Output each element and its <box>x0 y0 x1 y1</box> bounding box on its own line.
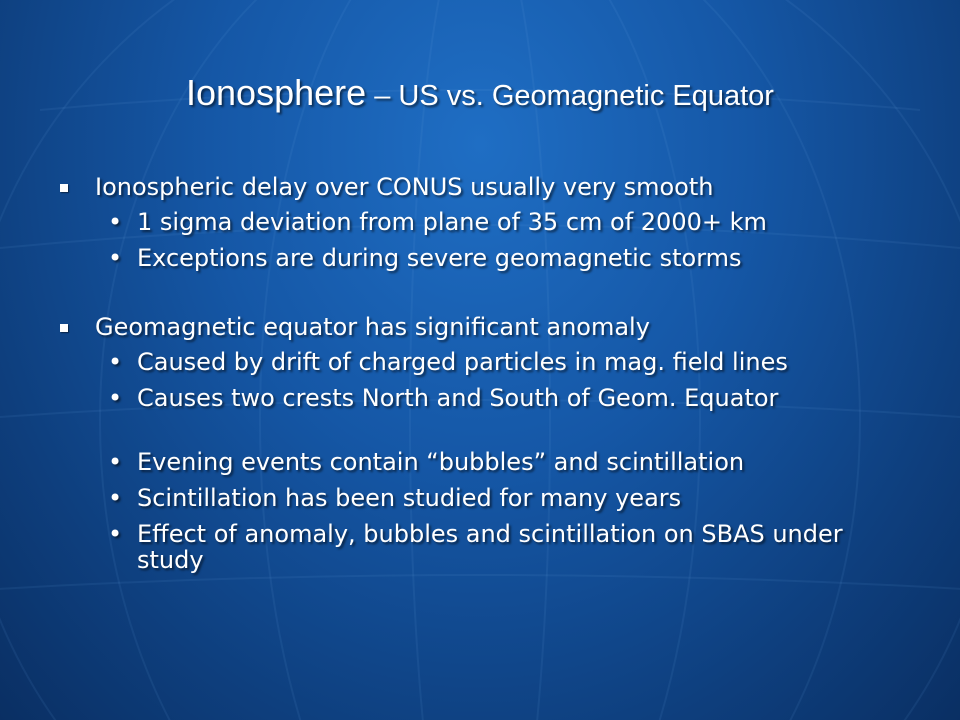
round-bullet-icon: • <box>108 348 123 376</box>
square-bullet-icon <box>60 184 68 192</box>
bullet-text: Effect of anomaly, bubbles and scintillation on SBAS under study <box>137 520 843 574</box>
slide-title <box>0 72 960 114</box>
title-main: Ionosphere <box>186 72 367 113</box>
round-bullet-icon: • <box>108 448 123 476</box>
round-bullet-icon: • <box>108 244 123 272</box>
bullet-text: Scintillation has been studied for many years <box>137 484 682 512</box>
title-subtitle: – US vs. Geomagnetic Equator <box>366 80 774 112</box>
bullet-text: Exceptions are during severe geomagnetic storms <box>137 244 742 272</box>
round-bullet-icon: • <box>108 384 123 412</box>
heading-text: Ionospheric delay over CONUS usually very smooth <box>95 173 714 201</box>
square-bullet-icon <box>60 324 68 332</box>
bullet-text: 1 sigma deviation from plane of 35 cm of 2000+ km <box>137 208 767 236</box>
bullet-text: Causes two crests North and South of Geom. Equator <box>137 384 779 412</box>
bullet-text: Caused by drift of charged particles in mag. field lines <box>137 348 788 376</box>
heading-text: Geomagnetic equator has significant anomaly <box>95 313 650 341</box>
bullet-text: Evening events contain “bubbles” and scintillation <box>137 448 745 476</box>
round-bullet-icon: • <box>108 484 123 512</box>
round-bullet-icon: • <box>108 208 123 236</box>
round-bullet-icon: • <box>108 520 123 548</box>
